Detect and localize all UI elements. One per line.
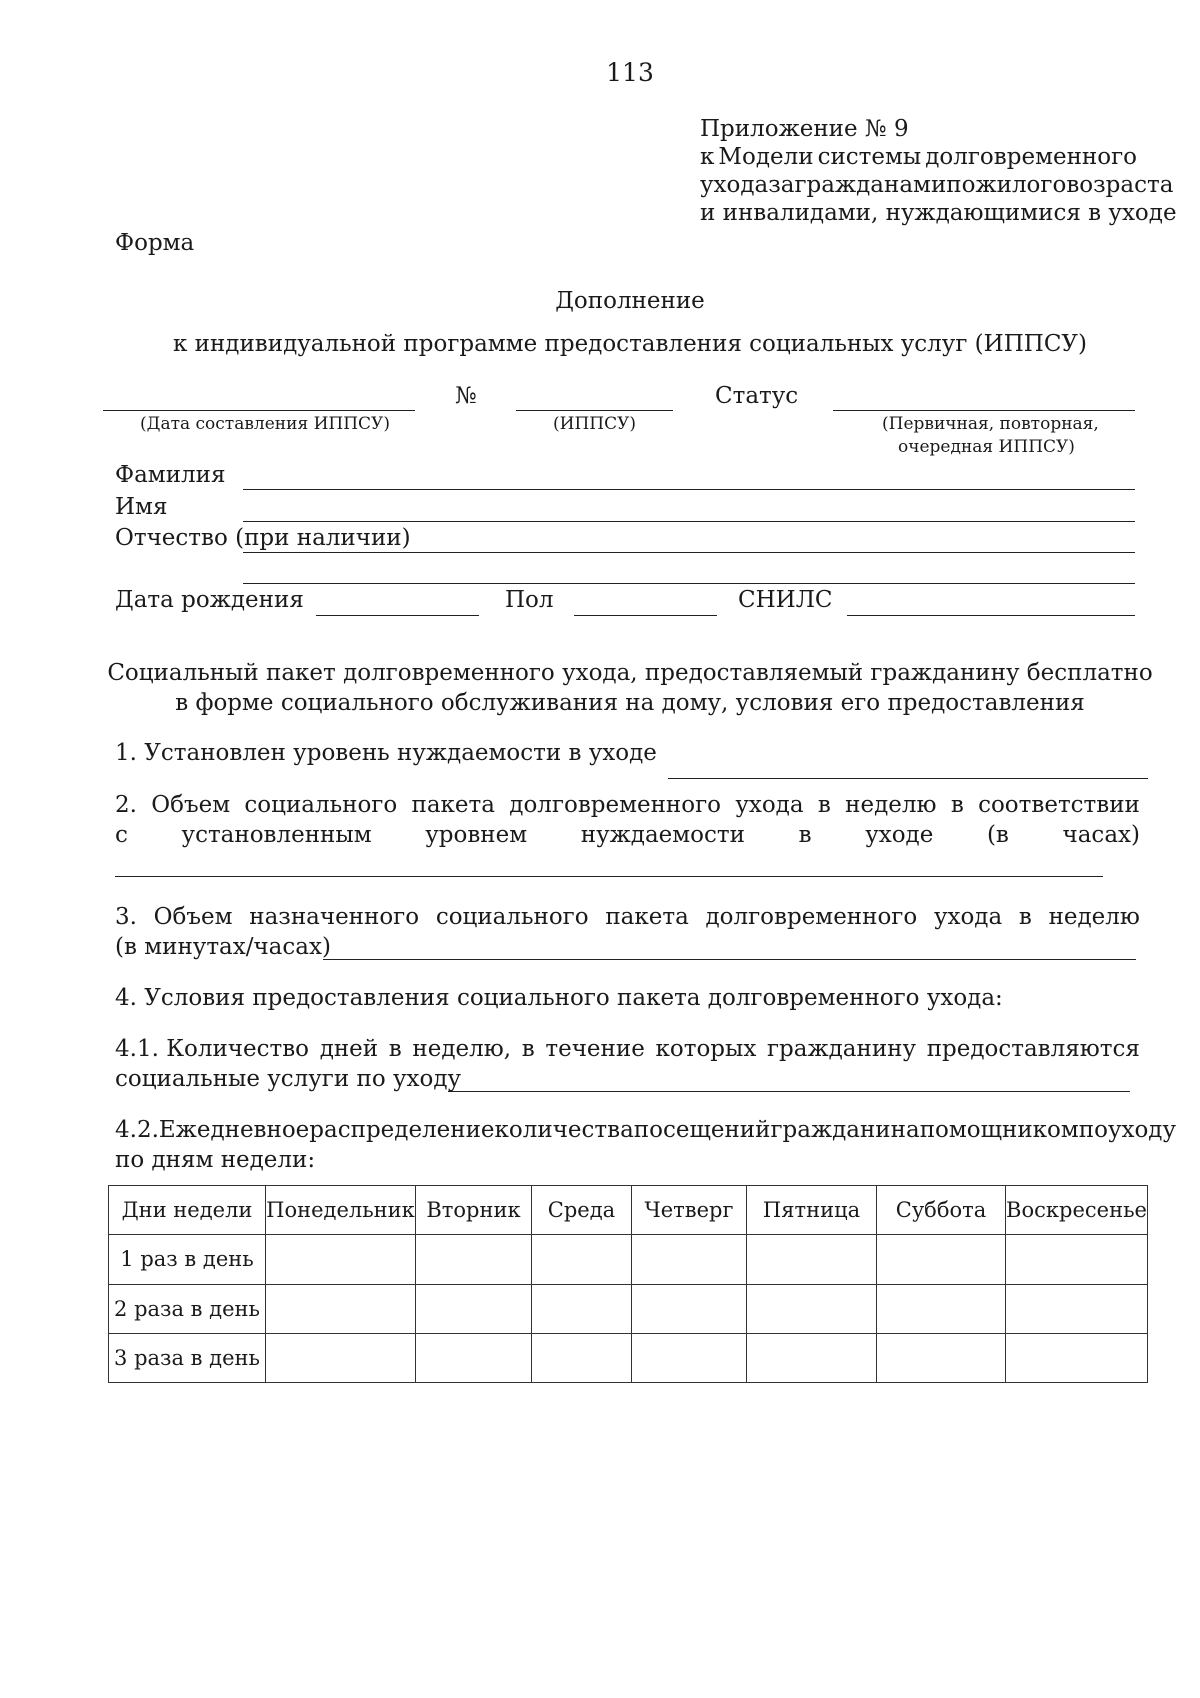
word: пожилого [946, 172, 1067, 198]
schedule-cell[interactable] [532, 1284, 632, 1333]
status-caption-2: очередная ИППСУ) [898, 437, 1075, 457]
row-label: 2 раза в день [109, 1284, 266, 1333]
word: течение [545, 1036, 645, 1062]
word: 3. [115, 904, 137, 930]
name-label: Имя [115, 494, 168, 520]
item-3-line-1 [115, 904, 1140, 930]
word: ухода [735, 792, 804, 818]
schedule-cell[interactable] [1006, 1333, 1148, 1382]
column-header: Вторник [416, 1186, 532, 1235]
word: 4.1. Количество [115, 1036, 310, 1062]
word: за [768, 172, 795, 198]
word: в [388, 1036, 402, 1062]
patronymic-label: Отчество (при наличии) [115, 525, 411, 551]
name-input-line[interactable] [243, 521, 1135, 522]
package-hours-input-line[interactable] [115, 876, 1103, 877]
column-header: Среда [532, 1186, 632, 1235]
word: долговременного [925, 144, 1137, 170]
word: уходу [1107, 1117, 1176, 1143]
word: социального [435, 904, 589, 930]
appendix-line-3 [700, 172, 1174, 198]
item-1-text: 1. Установлен уровень нуждаемости в уходе [115, 740, 657, 766]
word: Объем [153, 904, 233, 930]
column-header: Суббота [877, 1186, 1006, 1235]
word: с [115, 822, 128, 848]
word: социального [244, 792, 398, 818]
schedule-cell[interactable] [877, 1235, 1006, 1284]
form-label: Форма [115, 230, 195, 256]
word: назначенного [249, 904, 420, 930]
item-4-1-line-1 [115, 1036, 1140, 1062]
schedule-cell[interactable] [747, 1333, 877, 1382]
word: 2. [115, 792, 137, 818]
schedule-cell[interactable] [747, 1284, 877, 1333]
ippsu-number-input-line[interactable] [516, 410, 673, 411]
word: (в [986, 822, 1009, 848]
birthdate-label: Дата рождения [115, 587, 304, 613]
word: в [1018, 904, 1032, 930]
word: в [798, 822, 812, 848]
column-header: Понедельник [266, 1186, 416, 1235]
number-label: № [455, 383, 477, 409]
snils-label: СНИЛС [738, 587, 833, 613]
status-caption-1: (Первичная, повторная, [882, 414, 1099, 434]
word: возраста [1066, 172, 1174, 198]
schedule-cell[interactable] [877, 1333, 1006, 1382]
table-row [109, 1333, 1148, 1382]
word: к [700, 144, 715, 170]
word: неделю [1048, 904, 1140, 930]
word: уровнем [425, 822, 528, 848]
word: ухода [700, 172, 769, 198]
snils-input-line[interactable] [847, 615, 1135, 616]
word: ухода [933, 904, 1003, 930]
schedule-cell[interactable] [532, 1333, 632, 1382]
word: неделю [845, 792, 937, 818]
item-4-2-line-2: по дням недели: [115, 1147, 316, 1173]
appendix-line-2 [700, 144, 1137, 170]
section-title-line-2: в форме социального обслуживания на дому, условия его предоставления [175, 690, 1085, 716]
column-header: Пятница [747, 1186, 877, 1235]
row-label: 3 раза в день [109, 1333, 266, 1382]
surname-input-line[interactable] [243, 489, 1135, 490]
word: в [521, 1036, 535, 1062]
schedule-cell[interactable] [747, 1235, 877, 1284]
item-4-2-line-1 [115, 1117, 1176, 1143]
table-row [109, 1235, 1148, 1284]
row-label: 1 раз в день [109, 1235, 266, 1284]
word: долговременного [705, 904, 918, 930]
document-subtitle: к индивидуальной программе предоставления социальных услуг (ИППСУ) [172, 331, 1088, 357]
schedule-cell[interactable] [877, 1284, 1006, 1333]
date-input-line[interactable] [103, 410, 415, 411]
word: предоставляются [926, 1036, 1140, 1062]
patronymic-input-line[interactable] [243, 552, 1135, 553]
word: гражданами [794, 172, 947, 198]
column-header: Воскресенье [1006, 1186, 1148, 1235]
days-per-week-input-line[interactable] [448, 1091, 1130, 1092]
word: в [950, 792, 964, 818]
section-title-line-1: Социальный пакет долговременного ухода, предоставляемый гражданину бесплатно [107, 660, 1153, 686]
assigned-volume-input-line[interactable] [323, 959, 1136, 960]
sex-label: Пол [505, 587, 554, 613]
word: Ежедневное [158, 1117, 310, 1143]
word: неделю, [412, 1036, 512, 1062]
item-3-line-2: (в минутах/часах) [115, 934, 331, 960]
date-caption: (Дата составления ИППСУ) [140, 414, 390, 434]
appendix-line-4: и инвалидами, нуждающимися в уходе [700, 200, 1177, 226]
sex-input-line[interactable] [574, 615, 717, 616]
column-header: Дни недели [109, 1186, 266, 1235]
word: по [1078, 1117, 1108, 1143]
schedule-cell[interactable] [632, 1333, 747, 1382]
word: пакета [605, 904, 689, 930]
extra-input-line[interactable] [243, 583, 1135, 584]
word: в [817, 792, 831, 818]
schedule-cell[interactable] [632, 1284, 747, 1333]
word: системы [817, 144, 922, 170]
item-2-line-1 [115, 792, 1140, 818]
word: пакета [411, 792, 495, 818]
word: которых [655, 1036, 757, 1062]
need-level-input-line[interactable] [668, 778, 1148, 779]
item-4-1-line-2: социальные услуги по уходу [115, 1066, 462, 1092]
appendix-line-1: Приложение № 9 [700, 116, 909, 142]
word: 4.2. [115, 1117, 159, 1143]
status-label: Статус [715, 383, 799, 409]
schedule-cell[interactable] [1006, 1284, 1148, 1333]
surname-label: Фамилия [115, 462, 226, 488]
schedule-cell[interactable] [416, 1235, 532, 1284]
word: гражданина [770, 1117, 920, 1143]
word: часах) [1062, 822, 1140, 848]
word: помощником [919, 1117, 1079, 1143]
word: гражданину [766, 1036, 917, 1062]
word: уходе [865, 822, 934, 848]
word: количества [494, 1117, 634, 1143]
item-2-line-2 [115, 822, 1140, 848]
schedule-cell[interactable] [632, 1235, 747, 1284]
schedule-cell[interactable] [266, 1333, 416, 1382]
document-title: Дополнение [555, 288, 705, 314]
word: долговременного [509, 792, 722, 818]
schedule-cell[interactable] [1006, 1235, 1148, 1284]
schedule-cell[interactable] [266, 1235, 416, 1284]
word: распределение [309, 1117, 495, 1143]
item-4-text: 4. Условия предоставления социального пакета долговременного ухода: [115, 985, 1003, 1011]
column-header: Четверг [632, 1186, 747, 1235]
word: дней [319, 1036, 379, 1062]
schedule-cell[interactable] [266, 1284, 416, 1333]
schedule-cell[interactable] [532, 1235, 632, 1284]
table-row [109, 1284, 1148, 1333]
word: установленным [181, 822, 372, 848]
word: Модели [718, 144, 814, 170]
visit-schedule-table [108, 1185, 1148, 1383]
status-input-line[interactable] [833, 410, 1135, 411]
word: соответствии [978, 792, 1140, 818]
birthdate-input-line[interactable] [316, 615, 479, 616]
word: нуждаемости [580, 822, 745, 848]
schedule-cell[interactable] [416, 1333, 532, 1382]
table-header-row [109, 1186, 1148, 1235]
word: Объем [151, 792, 231, 818]
word: посещений [633, 1117, 771, 1143]
schedule-cell[interactable] [416, 1284, 532, 1333]
ippsu-caption: (ИППСУ) [553, 414, 637, 434]
page-number: 113 [606, 58, 654, 87]
